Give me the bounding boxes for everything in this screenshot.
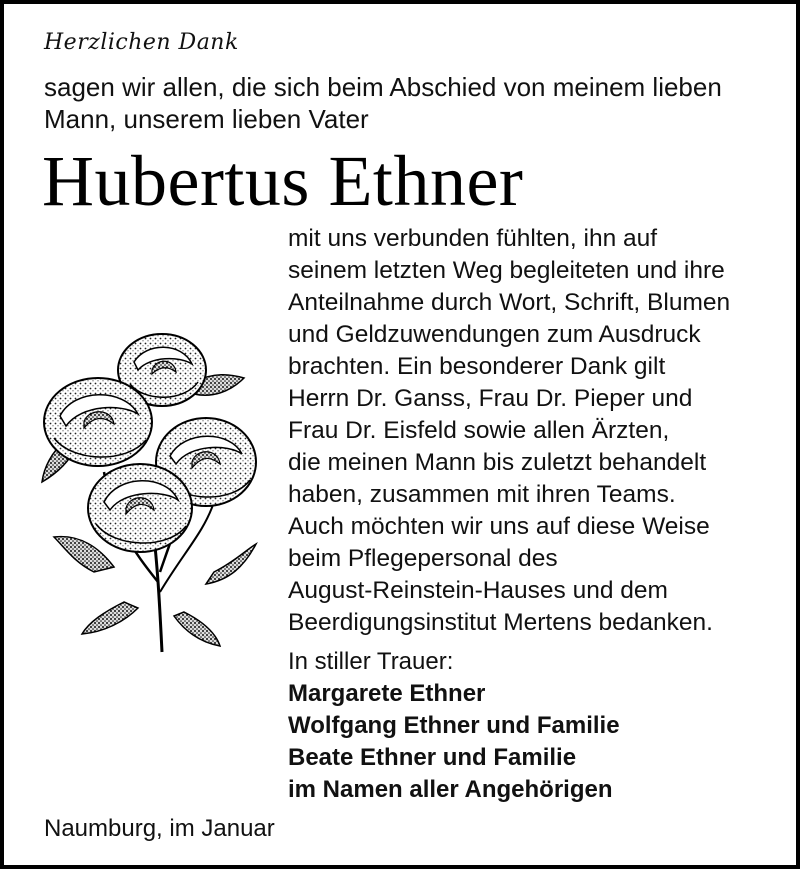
body-line-7: Frau Dr. Eisfeld sowie allen Ärzten,: [288, 417, 670, 444]
body-line-3: Anteilnahme durch Wort, Schrift, Blumen: [288, 289, 731, 316]
mourner-4: im Namen aller Angehörigen: [288, 776, 613, 803]
mourning-label: In stiller Trauer:: [288, 648, 454, 675]
body-line-5: brachten. Ein besonderer Dank gilt: [288, 353, 666, 380]
body-line-8: die meinen Mann bis zuletzt behandelt: [288, 449, 707, 476]
place-date: Naumburg, im Januar: [44, 815, 275, 842]
body-line-4: und Geldzuwendungen zum Ausdruck: [288, 321, 701, 348]
intro-line-1: sagen wir allen, die sich beim Abschied von meinem lieben: [44, 72, 722, 102]
body-line-11: beim Pflegepersonal des: [288, 545, 558, 572]
deceased-name: Hubertus Ethner: [42, 141, 524, 221]
body-line-10: Auch möchten wir uns auf diese Weise: [288, 513, 710, 540]
body-line-12: August-Reinstein-Hauses und dem: [288, 577, 668, 604]
body-line-2: seinem letzten Weg begleiteten und ihre: [288, 257, 725, 284]
body-line-6: Herrn Dr. Ganss, Frau Dr. Pieper und: [288, 385, 693, 412]
intro-line-2: Mann, unserem lieben Vater: [44, 104, 369, 134]
body-line-9: haben, zusammen mit ihren Teams.: [288, 481, 676, 508]
notice-heading: Herzlichen Dank: [44, 30, 239, 55]
mourner-2: Wolfgang Ethner und Familie: [288, 712, 620, 739]
mourner-1: Margarete Ethner: [288, 680, 486, 707]
roses-bouquet-icon: [34, 322, 264, 662]
body-line-13: Beerdigungsinstitut Mertens bedanken.: [288, 609, 713, 636]
body-line-1: mit uns verbunden fühlten, ihn auf: [288, 225, 658, 252]
mourner-3: Beate Ethner und Familie: [288, 744, 577, 771]
